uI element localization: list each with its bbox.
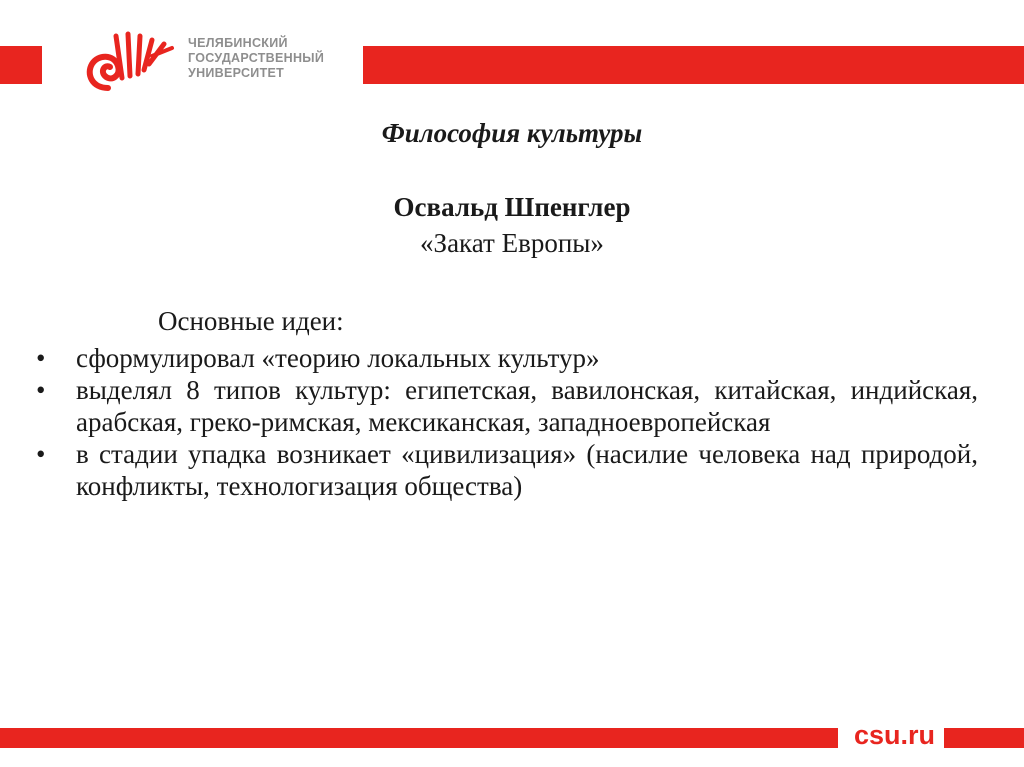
author-name: Освальд Шпенглер	[393, 192, 631, 222]
footer-red-bar-right	[944, 728, 1024, 748]
slide-title: Философия культуры	[381, 118, 643, 148]
header-red-bar-left	[0, 46, 42, 84]
bullet-icon: •	[36, 375, 46, 405]
footer-red-bar-left	[0, 728, 838, 748]
university-name-line: УНИВЕРСИТЕТ	[188, 66, 285, 80]
university-spiral-logo-icon	[78, 30, 178, 100]
university-name-line: ГОСУДАРСТВЕННЫЙ	[188, 51, 325, 65]
university-name	[188, 36, 324, 81]
bullet-icon: •	[36, 343, 46, 373]
list-item	[0, 374, 1024, 438]
bullet-list	[0, 342, 1024, 502]
bullet-text: в стадии упадка возникает «цивилизация» (насилие человека над природой, конфликты, технологизация общества)	[76, 439, 978, 501]
bullet-text: сформулировал «теорию локальных культур»	[76, 343, 600, 373]
list-item	[0, 438, 1024, 502]
bullet-text: выделял 8 типов культур: египетская, вавилонская, китайская, индийская, арабская, греко-римская, мексиканская, западноевропейская	[76, 375, 978, 437]
header-red-bar-right	[363, 46, 1024, 84]
university-name-line: ЧЕЛЯБИНСКИЙ	[188, 36, 288, 50]
work-title: «Закат Европы»	[420, 228, 604, 258]
ideas-label: Основные идеи:	[158, 306, 344, 336]
footer-site-link[interactable]: csu.ru	[854, 720, 936, 750]
bullet-icon: •	[36, 439, 46, 469]
list-item	[0, 342, 1024, 374]
